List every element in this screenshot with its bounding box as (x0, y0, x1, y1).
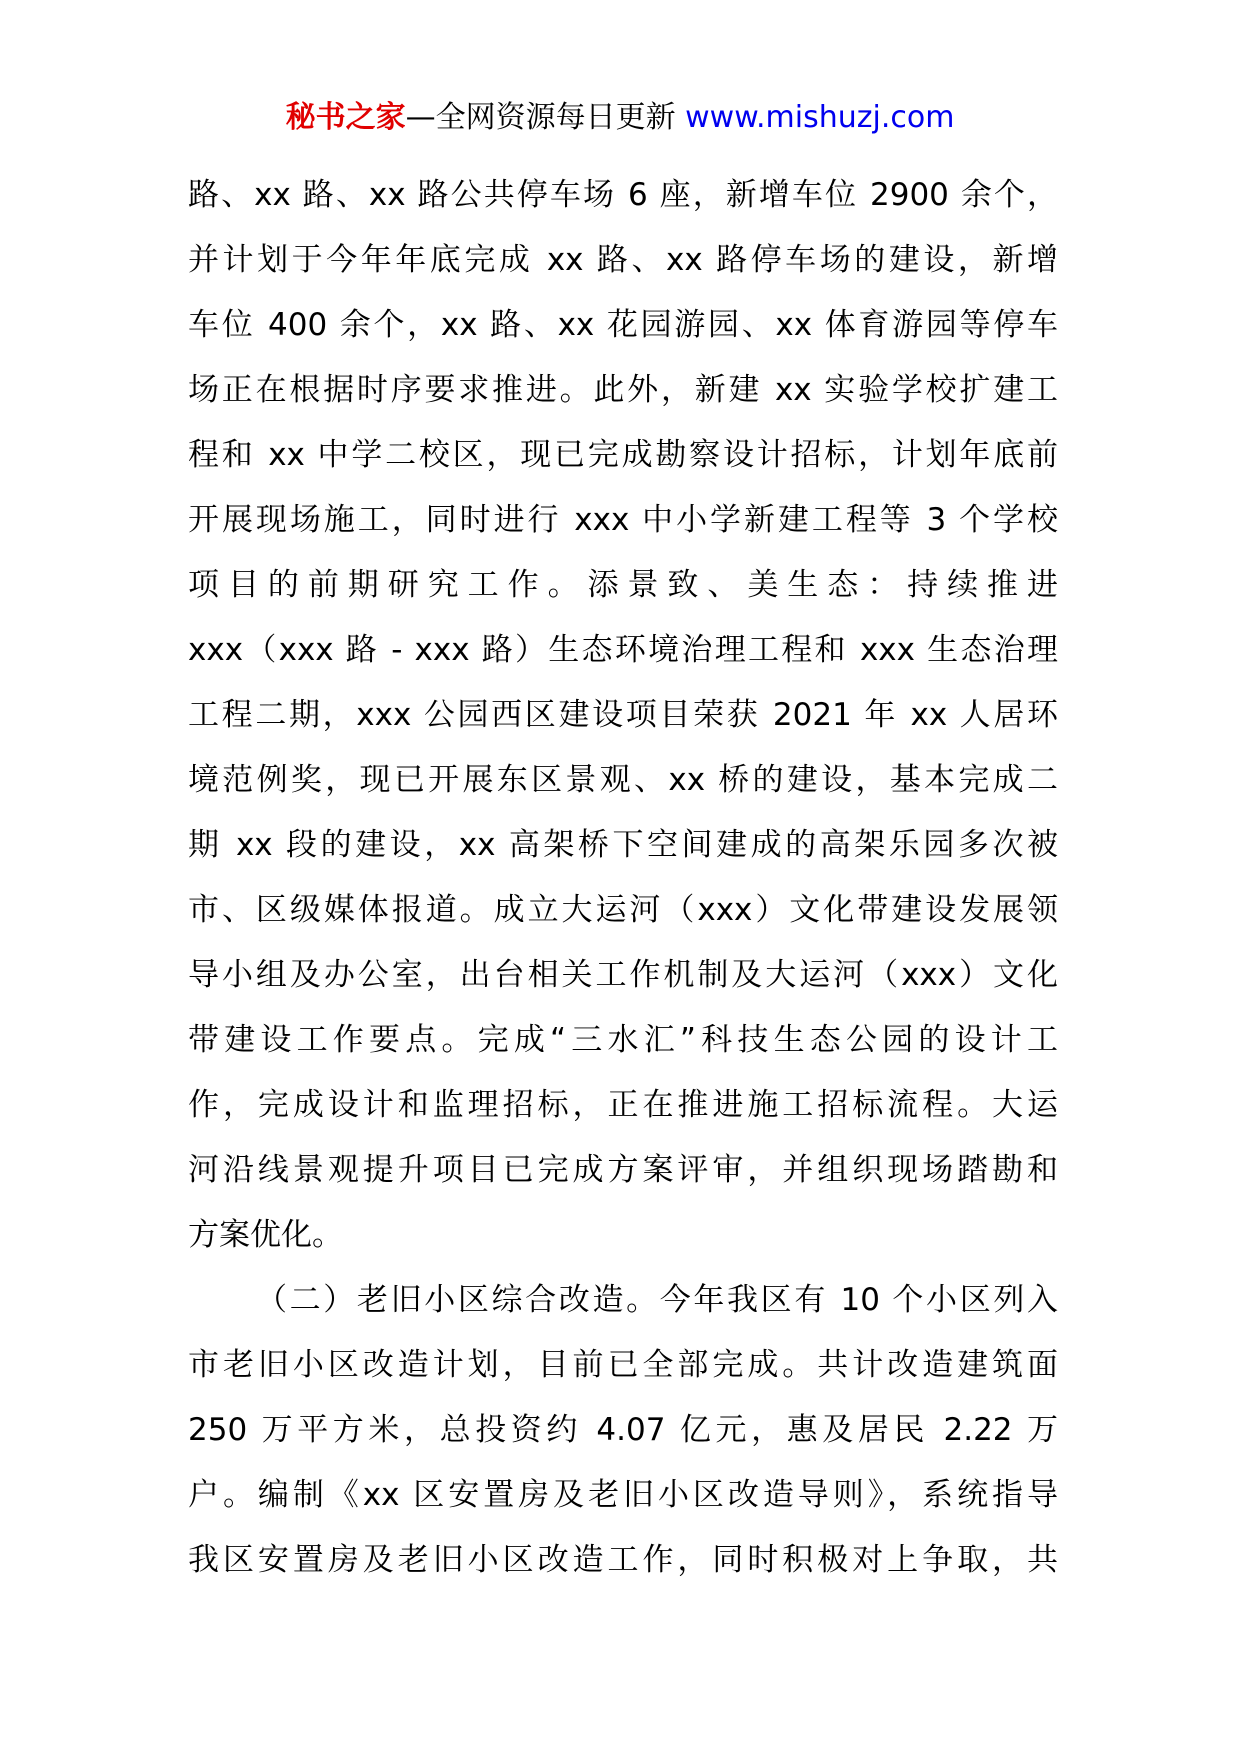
text-line: 工程二期，xxx 公园西区建设项目荣获 2021 年 xx 人居环 (188, 697, 1058, 733)
text-line: xxx（xxx 路 - xxx 路）生态环境治理工程和 xxx 生态治理 (188, 632, 1058, 668)
text-line: 我区安置房及老旧小区改造工作，同时积极对上争取，共 (188, 1542, 1058, 1578)
text-line: 场正在根据时序要求推进。此外，新建 xx 实验学校扩建工 (188, 372, 1058, 408)
text-line: 境范例奖，现已开展东区景观、xx 桥的建设，基本完成二 (188, 762, 1058, 798)
text-line: 并计划于今年年底完成 xx 路、xx 路停车场的建设，新增 (188, 242, 1058, 278)
document-body (188, 163, 1058, 1593)
text-line: 期 xx 段的建设，xx 高架桥下空间建成的高架乐园多次被 (188, 827, 1058, 863)
site-url-link[interactable]: www.mishuzj.com (685, 100, 955, 135)
brand-name: 秘书之家 (285, 100, 406, 135)
text-line: 户。编制《xx 区安置房及老旧小区改造导则》，系统指导 (188, 1477, 1058, 1513)
page-header (0, 98, 1240, 138)
paragraph-start-line: （二）老旧小区综合改造。今年我区有 10 个小区列入 (256, 1282, 1058, 1318)
text-line: 250 万平方米，总投资约 4.07 亿元，惠及居民 2.22 万 (188, 1412, 1058, 1448)
text-line: 导小组及办公室，出台相关工作机制及大运河（xxx）文化 (188, 957, 1058, 993)
text-line: 带建设工作要点。完成“三水汇”科技生态公园的设计工 (188, 1022, 1058, 1058)
text-line: 车位 400 余个，xx 路、xx 花园游园、xx 体育游园等停车 (188, 307, 1058, 343)
text-line: 程和 xx 中学二校区，现已完成勘察设计招标，计划年底前 (188, 437, 1058, 473)
text-line: 市老旧小区改造计划，目前已全部完成。共计改造建筑面 (188, 1347, 1058, 1383)
text-line: 项目的前期研究工作。添景致、美生态：持续推进 (188, 567, 1058, 603)
text-line: 作，完成设计和监理招标，正在推进施工招标流程。大运 (188, 1087, 1058, 1123)
header-tagline: —全网资源每日更新 (405, 100, 676, 135)
text-line: 方案优化。 (188, 1217, 343, 1253)
text-line: 路、xx 路、xx 路公共停车场 6 座，新增车位 2900 余个， (188, 177, 1058, 213)
text-line: 开展现场施工，同时进行 xxx 中小学新建工程等 3 个学校 (188, 502, 1058, 538)
text-line: 市、区级媒体报道。成立大运河（xxx）文化带建设发展领 (188, 892, 1058, 928)
text-line: 河沿线景观提升项目已完成方案评审，并组织现场踏勘和 (188, 1152, 1058, 1188)
